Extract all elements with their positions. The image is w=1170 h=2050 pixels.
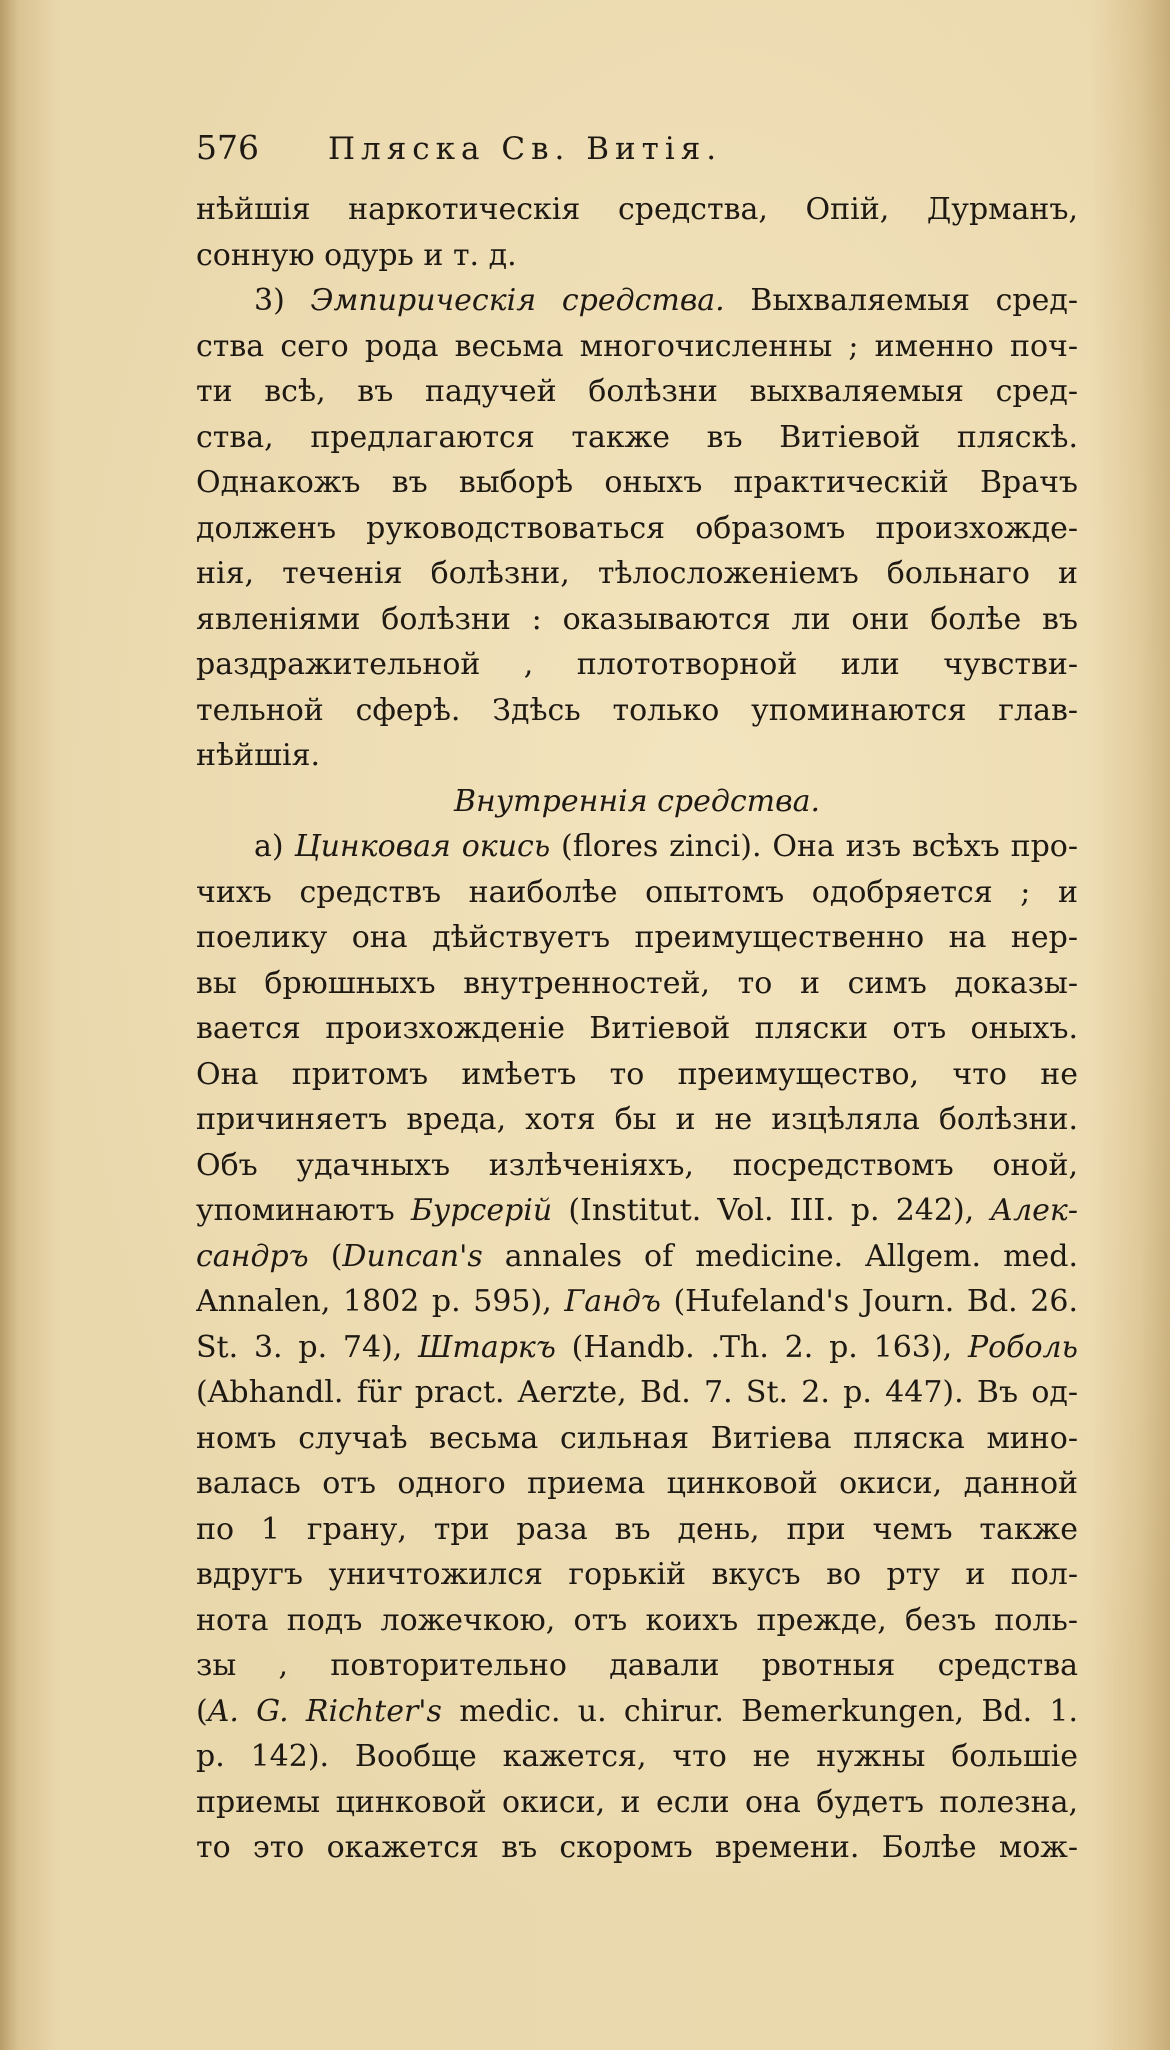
italic-text-span: Штаркъ (418, 1329, 556, 1365)
text-span: явленіями болѣзни : оказываются ли они болѣе въ (196, 601, 1078, 637)
page-number: 576 (196, 128, 259, 167)
text-span: тельной сферѣ. Здѣсь только упоминаются глав- (196, 692, 1078, 728)
text-line (196, 506, 1078, 552)
text-line (196, 1006, 1078, 1052)
text-span: вается произхожденіе Витіевой пляски отъ оныхъ. (196, 1011, 1078, 1046)
text-span: (flores zinci). Она изъ всѣхъ про- (550, 829, 1078, 864)
text-line (196, 1325, 1078, 1371)
text-line (196, 551, 1078, 597)
text-line (196, 642, 1078, 688)
text-span: причиняетъ вреда, хотя бы и не изцѣляла болѣзни. (196, 1102, 1078, 1137)
text-line (196, 1234, 1078, 1280)
text-span: сонную одурь и т. д. (196, 237, 517, 273)
text-line (196, 1097, 1078, 1143)
text-span: нота подъ ложечкою, отъ коихъ прежде, безъ поль- (196, 1602, 1078, 1638)
text-line (196, 460, 1078, 506)
text-span: то это окажется въ скоромъ времени. Болѣе мож- (196, 1830, 1078, 1865)
text-span: по 1 грану, три раза въ день, при чемъ также (196, 1511, 1078, 1547)
text-line (196, 733, 1078, 779)
text-line (196, 1416, 1078, 1462)
text-span: St. 3. p. 74), (196, 1329, 419, 1365)
text-span: ства сего рода весьма многочисленны ; именно поч- (196, 328, 1078, 364)
text-span: валась отъ одного приема цинковой окиси, данной (196, 1466, 1078, 1501)
text-span: Однакожъ въ выборѣ оныхъ практическій Врачъ (196, 465, 1078, 500)
text-line (196, 779, 1078, 825)
text-span: ства, предлагаются также въ Витіевой пляскѣ. (196, 419, 1078, 455)
italic-text-span: Алек- (990, 1193, 1078, 1228)
body-text (196, 187, 1078, 1871)
text-line (196, 688, 1078, 734)
italic-text-span: Роболь (967, 1329, 1078, 1365)
text-span: чихъ средствъ наиболѣе опытомъ одобряется ; и (196, 874, 1078, 910)
italic-text-span: Бурсерій (410, 1193, 553, 1228)
text-span: приемы цинковой окиси, и если она будетъ полезна, (196, 1784, 1078, 1820)
text-line (196, 1461, 1078, 1507)
text-span: Внутреннія средства. (453, 783, 821, 819)
text-line (196, 1188, 1078, 1234)
text-span: номъ случаѣ весьма сильная Витіева пляска мино- (196, 1420, 1078, 1456)
italic-text-span: Цинковая окись (294, 829, 551, 864)
text-span: (Hufeland's Journ. Bd. 26. (660, 1284, 1078, 1319)
text-line (196, 233, 1078, 279)
text-line (196, 187, 1078, 233)
text-span: p. 142). Вообще кажется, что не нужны большіе (196, 1739, 1078, 1774)
text-span: нія, теченія болѣзни, тѣлосложеніемъ больнаго и (196, 556, 1078, 591)
text-span: ( (308, 1238, 343, 1274)
italic-text-span: Эмпирическія средства. (310, 283, 725, 318)
text-span: 3) (254, 283, 311, 318)
text-span: (Institut. Vol. III. p. 242), (552, 1193, 991, 1228)
text-line (196, 1689, 1078, 1735)
text-line (196, 1279, 1078, 1325)
text-span: annales of medicine. Allgem. med. (482, 1238, 1078, 1274)
text-line (196, 870, 1078, 916)
text-span: Она притомъ имѣетъ то преимущество, что не (196, 1056, 1078, 1092)
text-span: ти всѣ, въ падучей болѣзни выхваляемыя сред- (196, 374, 1078, 409)
text-line (196, 324, 1078, 370)
text-span: (Handb. .Th. 2. p. 163), (555, 1329, 968, 1365)
text-span: нѣйшія наркотическія средства, Опій, Дурманъ, (196, 192, 1078, 227)
page-header (196, 128, 876, 178)
text-line (196, 1643, 1078, 1689)
text-span: раздражительной , плототворной или чувстви- (196, 647, 1078, 682)
text-line (196, 597, 1078, 643)
text-span: долженъ руководствоваться образомъ произхожде- (196, 510, 1078, 546)
text-span: упоминаютъ (196, 1193, 411, 1228)
text-line (196, 824, 1078, 870)
text-span: (Abhandl. für pract. Aerzte, Bd. 7. St. 2. p. 447). Въ од- (196, 1375, 1078, 1410)
text-span: Annalen, 1802 p. 595), (196, 1284, 565, 1319)
text-line (196, 915, 1078, 961)
text-span: нѣйшія. (196, 738, 321, 773)
italic-text-span: сандръ (196, 1238, 309, 1274)
italic-text-span: Duncan's (342, 1238, 483, 1274)
text-span: a) (254, 829, 295, 864)
text-line (196, 1598, 1078, 1644)
text-line (196, 1825, 1078, 1871)
text-line (196, 1143, 1078, 1189)
text-line (196, 1552, 1078, 1598)
running-title: Пляска Св. Витія. (328, 131, 723, 167)
text-span: поелику она дѣйствуетъ преимущественно на нер- (196, 920, 1078, 955)
italic-text-span: Гандъ (564, 1284, 661, 1319)
text-line (196, 1734, 1078, 1780)
text-span: Выхваляемыя сред- (724, 283, 1078, 318)
text-span: зы , повторительно давали рвотныя средства (196, 1648, 1078, 1683)
text-line (196, 1052, 1078, 1098)
text-span: Объ удачныхъ излѣченіяхъ, посредствомъ оной, (196, 1147, 1078, 1183)
text-span: вдругъ уничтожился горькій вкусъ во рту и пол- (196, 1557, 1078, 1592)
text-line (196, 278, 1078, 324)
italic-text-span: A. G. Richter's (207, 1693, 442, 1729)
text-line (196, 1507, 1078, 1553)
text-line (196, 961, 1078, 1007)
text-span: ( (196, 1693, 208, 1729)
text-line (196, 369, 1078, 415)
text-span: medic. u. chirur. Bemerkungen, Bd. 1. (441, 1693, 1078, 1729)
text-line (196, 1370, 1078, 1416)
text-line (196, 1780, 1078, 1826)
text-line (196, 415, 1078, 461)
text-span: вы брюшныхъ внутренностей, то и симъ доказы- (196, 965, 1078, 1001)
